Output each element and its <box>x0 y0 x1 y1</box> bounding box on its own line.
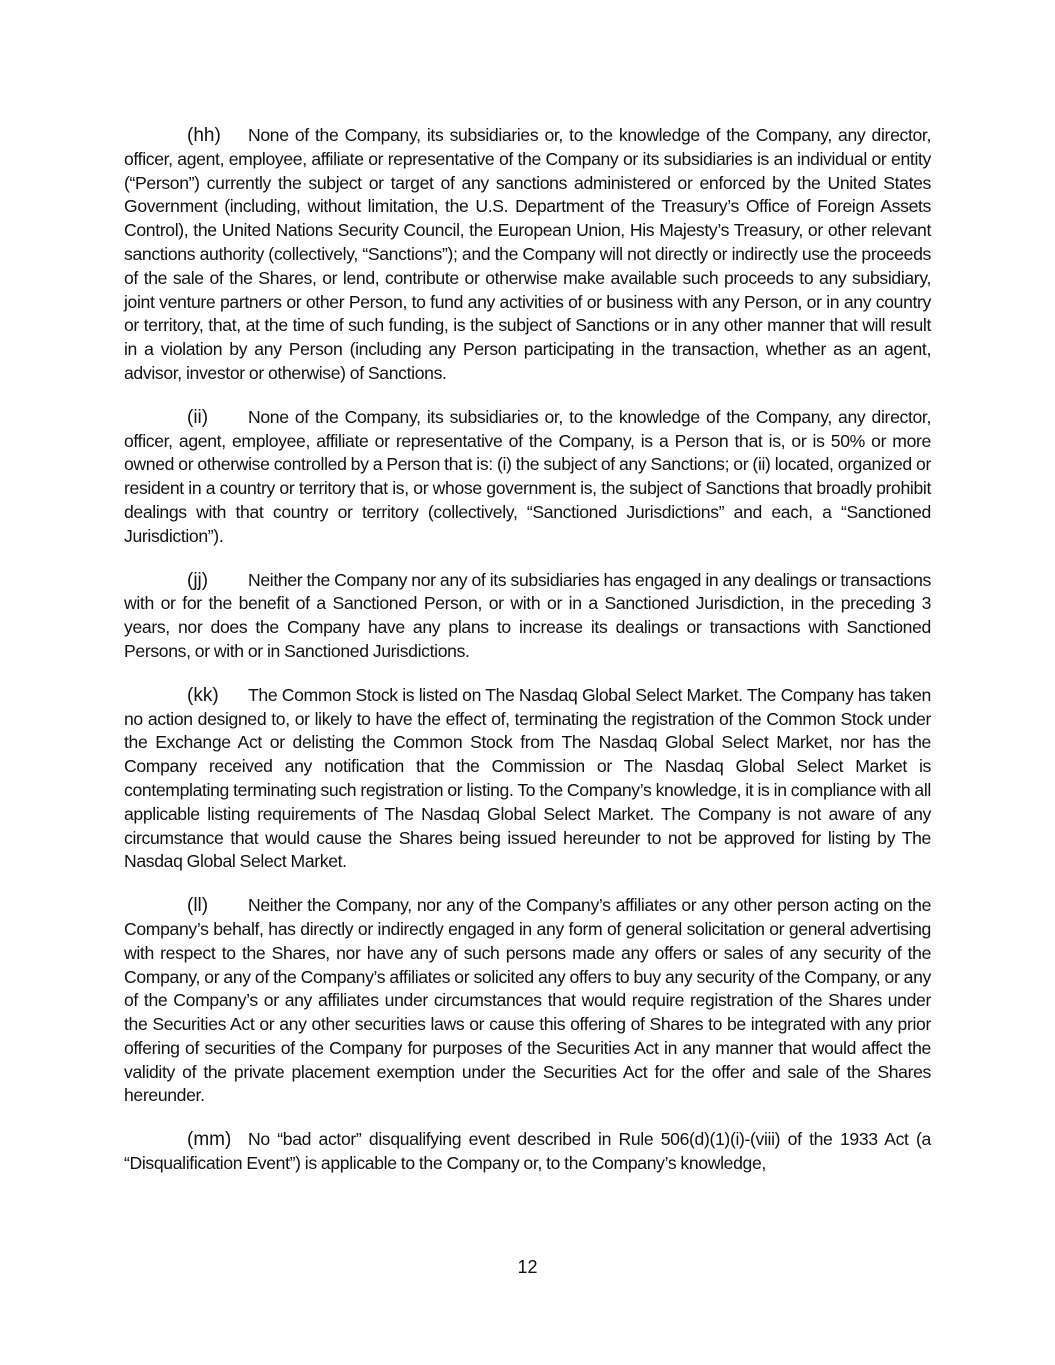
paragraph-label: (ll) <box>187 895 209 917</box>
paragraph-text: None of the Company, its subsidiaries or, to the knowledge of the Company, any director, officer, agent, employee, affiliate or representative of the Company, is a Person that is, or is 50% or more owned or otherwise controlled by a Person that is: (i) the subject of any Sanctions; or (ii) located, organized or resident in a country or territory that is, or whose government is, the subject of Sanctions that broadly prohibit dealings with that country or territory (collectively, “Sanctioned Jurisdictions” and each, a “Sanctioned Jurisdiction”). <box>124 406 931 546</box>
paragraph-label: (ii) <box>187 406 209 428</box>
paragraph-text: Neither the Company nor any of its subsidiaries has engaged in any dealings or transactions with or for the benefit of a Sanctioned Person, or with or in a Sanctioned Jurisdiction, in the preceding 3 years, nor does the Company have any plans to increase its dealings or transactions with Sanctioned Persons, or with or in Sanctioned Jurisdictions. <box>124 569 931 661</box>
paragraph-text: None of the Company, its subsidiaries or, to the knowledge of the Company, any director, officer, agent, employee, affiliate or representative of the Company or its subsidiaries is an individual or entity (“Person”) currently the subject or target of any sanctions administered or enforced by the United States Government (including, without limitation, the U.S. Department of the Treasury’s Office of Foreign Assets Control), the United Nations Security Council, the European Union, His Majesty’s Treasury, or other relevant sanctions authority (collectively, “Sanctions”); and the Company will not directly or indirectly use the proceeds of the sale of the Shares, or lend, contribute or otherwise make available such proceeds to any subsidiary, joint venture partners or other Person, to fund any activities of or business with any Person, or in any country or territory, that, at the time of such funding, is the subject of Sanctions or in any other manner that will result in a violation by any Person (including any Person participating in the transaction, whether as an agent, advisor, investor or otherwise) of Sanctions. <box>124 125 931 383</box>
paragraph-ii <box>124 406 931 549</box>
paragraph-jj <box>124 569 931 664</box>
body-text <box>124 124 931 1196</box>
paragraph-mm <box>124 1128 931 1176</box>
paragraph-label: (kk) <box>187 684 219 706</box>
paragraph-hh <box>124 124 931 386</box>
page-number: 12 <box>517 1257 538 1277</box>
paragraph-ll <box>124 894 931 1108</box>
paragraph-text: Neither the Company, nor any of the Company’s affiliates or any other person acting on the Company’s behalf, has directly or indirectly engaged in any form of general solicitation or general advertising with respect to the Shares, nor have any of such persons made any offers or sales of any security of the Company, or any of the Company’s affiliates or solicited any offers to buy any security of the Company, or any of the Company’s or any affiliates under circumstances that would require registration of the Shares under the Securities Act or any other securities laws or cause this offering of Shares to be integrated with any prior offering of securities of the Company for purposes of the Securities Act in any manner that would affect the validity of the private placement exemption under the Securities Act for the offer and sale of the Shares hereunder. <box>124 895 931 1106</box>
paragraph-text: No “bad actor” disqualifying event described in Rule 506(d)(1)(i)-(viii) of the 1933 Act (a “Disqualification Event”) is applicable to the Company or, to the Company’s knowledge, <box>124 1129 931 1174</box>
paragraph-label: (hh) <box>187 125 221 146</box>
paragraph-label: (mm) <box>187 1129 232 1151</box>
paragraph-label: (jj) <box>187 569 209 591</box>
paragraph-text: The Common Stock is listed on The Nasdaq Global Select Market. The Company has taken no action designed to, or likely to have the effect of, terminating the registration of the Common Stock under the Exchange Act or delisting the Common Stock from The Nasdaq Global Select Market, nor has the Company received any notification that the Commission or The Nasdaq Global Select Market is contemplating terminating such registration or listing. To the Company’s knowledge, it is in compliance with all applicable listing requirements of The Nasdaq Global Select Market. The Company is not aware of any circumstance that would cause the Shares being issued hereunder to not be approved for listing by The Nasdaq Global Select Market. <box>124 684 931 872</box>
paragraph-kk <box>124 684 931 874</box>
